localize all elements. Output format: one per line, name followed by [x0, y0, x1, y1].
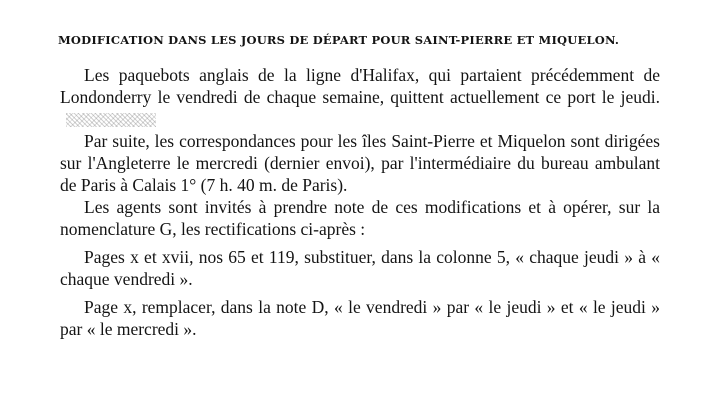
paragraph-page-x-note: Page x, remplacer, dans la note D, « le vendredi » par « le jeudi » et « le jeudi » par « le mercredi ». [60, 297, 660, 339]
ink-smudge [66, 113, 156, 127]
paragraph-halifax-packets [60, 64, 660, 130]
section-heading: MODIFICATION DANS LES JOURS DE DÉPART POUR SAINT-PIERRE ET MIQUELON. [58, 33, 620, 47]
paragraph-text: Les paquebots anglais de la ligne d'Halifax, qui partaient précédemment de Londonderry le vendredi de chaque semaine, quittent actuellement ce port le jeudi. [60, 65, 660, 107]
paragraph-agents-notice: Les agents sont invités à prendre note de ces modifications et à opérer, sur la nomenclature G, les rectifications ci-après : [60, 197, 660, 239]
paragraph-correspondences: Par suite, les correspondances pour les îles Saint-Pierre et Miquelon sont dirigées sur l'Angleterre le mercredi (dernier envoi), par l'intermédiaire du bureau ambulant de Paris à Calais 1° (7 h. 40 m. de Paris). [60, 131, 660, 195]
body-text [60, 64, 660, 340]
paragraph-pages-correction: Pages x et xvii, nos 65 et 119, substituer, dans la colonne 5, « chaque jeudi » à « chaque vendredi ». [60, 247, 660, 289]
